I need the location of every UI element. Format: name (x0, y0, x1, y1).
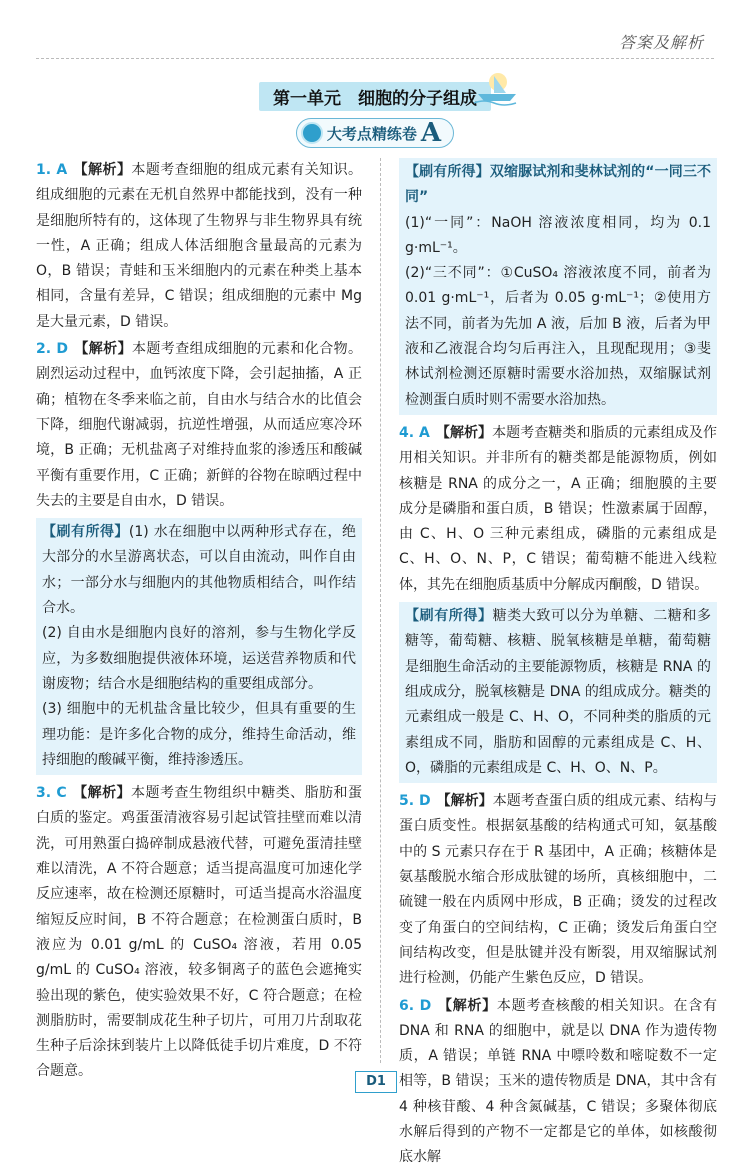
analysis-tag: 【解析】 (437, 997, 497, 1014)
subtitle-badge (296, 118, 454, 148)
target-icon (301, 122, 323, 144)
insight-tag: 【刷有所得】 (405, 164, 490, 180)
subtitle-area (0, 118, 750, 148)
insight-box-3 (399, 158, 717, 415)
analysis-tag: 【解析】 (435, 424, 493, 441)
insight-line: 糖类大致可以分为单糖、二糖和多糖等，葡萄糖、核糖、脱氧核糖是单糖，葡萄糖是细胞生命活动的主要能源物质，核糖是 RNA 的组成成分，脱氧核糖是 DNA 的组成成分。糖类的元素组成一般是 C、H、O，不同种类的脂质的元素组成不同，脂肪和固醇的元素组成是 C、H、O，磷脂的元素组成是 C、H、O、N、P。 (405, 608, 712, 776)
insight-tag: 【刷有所得】 (405, 608, 493, 625)
insight-heading: 双缩脲试剂和斐林试剂的“一同三不同” (405, 164, 712, 206)
analysis-tag: 【解析】 (73, 341, 132, 358)
answer-text: 本题考查生物组织中糖类、脂肪和蛋白质的鉴定。鸡蛋蛋清液容易引起试管挂壁而难以清洗，可用熟蛋白捣碎制成悬液代替，可避免蛋清挂壁难以清洗，A 不符合题意；适当提高温度可加速化学反应速率，故在检测还原糖时，可适当提高水浴温度缩短反应时间，B 不符合题意；在检测蛋白质时，B 液应为 0.01 g/mL 的 CuSO₄ 溶液，若用 0.05 g/mL 的 CuSO₄ 溶液，较多铜离子的蓝色会遮掩实验出现的紫色，使实验效果不好，C 符合题意；在检测脂肪时，需要制成花生种子切片，可用刀片刮取花生种子后涂抹到装片上以降低徒手切片难度，D 不符合题意。 (36, 785, 363, 1080)
boat-illustration-icon (472, 70, 522, 106)
subtitle-text: 大考点精练卷 (326, 124, 417, 143)
subtitle-letter: A (420, 118, 442, 148)
insight-tag: 【刷有所得】 (42, 524, 129, 541)
answer-item-4 (399, 421, 717, 598)
answer-number: 2. D (36, 341, 68, 358)
answer-item-3 (36, 781, 362, 1085)
insight-line: (1) 水在细胞中以两种形式存在，绝大部分的水呈游离状态，可以自由流动，叫作自由水；一部分水与细胞内的其他物质相结合，叫作结合水。 (42, 524, 357, 617)
answer-item-1 (36, 158, 362, 335)
answer-number: 5. D (399, 793, 431, 810)
insight-line: (2)“三不同”：①CuSO₄ 溶液浓度不同，前者为 0.01 g·mL⁻¹，后者为 0.05 g·mL⁻¹；②使用方法不同，前者为先加 A 液，后加 B 液，后者为甲液和乙液混合均匀后再注入，且现配现用；③斐林试剂检测还原糖时需要水浴加热，双缩脲试剂检测蛋白质时则不需要水浴加热。 (405, 265, 711, 408)
insight-box-2 (36, 518, 362, 775)
page-number: D1 (355, 1071, 397, 1093)
left-column (36, 158, 362, 1087)
answer-number: 1. A (36, 162, 68, 178)
answer-item-5 (399, 789, 717, 991)
answer-text: 本题考查细胞的组成元素有关知识。组成细胞的元素在无机自然界中都能找到，没有一种是细胞所特有的，这体现了生物界与非生物界具有统一性，A 正确；组成人体活细胞含量最高的元素为 O，B 错误；青蛙和玉米细胞内的元素在种类上基本相同，含量有差异，C 错误；组成细胞的元素中 Mg 是大量元素，D 错误。 (36, 162, 363, 330)
analysis-tag: 【解析】 (72, 785, 132, 802)
answer-text: 本题考查核酸的相关知识。在含有 DNA 和 RNA 的细胞中，就是以 DNA 作为遗传物质，A 错误；单链 RNA 中嘌呤数和嘧啶数不一定相等，B 错误；玉米的遗传物质是 DNA，其中含有 4 种核苷酸、4 种含氮碱基，C 错误；多聚体彻底水解后得到的产物不一定都是它的单体，如核酸彻底水解 (399, 997, 717, 1166)
answer-text: 本题考查组成细胞的元素和化合物。剧烈运动过程中，血钙浓度下降，会引起抽搐，A 正确；植物在冬季来临之前，自由水与结合水的比值会下降，细胞代谢减弱，抗逆性增强，从而适应寒冷环境，B 正确；无机盐离子对维持血浆的渗透压和酸碱平衡有重要作用，C 正确；新鲜的谷物在晾晒过程中失去的主要是自由水，D 错误。 (36, 341, 363, 509)
answer-number: 4. A (399, 424, 430, 441)
answer-item-2 (36, 337, 362, 514)
insight-line: (1)“一同”：NaOH 溶液浓度相同，均为 0.1 g·mL⁻¹。 (405, 214, 711, 256)
section-label: 答案及解析 (618, 33, 704, 52)
analysis-tag: 【解析】 (436, 793, 493, 810)
header-divider (36, 58, 714, 59)
answer-item-6 (399, 994, 717, 1171)
analysis-tag: 【解析】 (73, 162, 132, 178)
answer-text: 本题考查蛋白质的组成元素、结构与蛋白质变性。根据氨基酸的结构通式可知，氨基酸中的 S 元素只存在于 R 基团中，A 正确；核糖体是氨基酸脱水缩合形成肽键的场所，真核细胞中，二硫键一般在内质网中形成，B 正确；烫发的过程改变了角蛋白的空间结构，C 正确；烫发后角蛋白空间结构改变，但是肽键并没有断裂，用双缩脲试剂进行检测，仍能产生紫色反应，D 错误。 (399, 793, 717, 987)
answer-text: 本题考查糖类和脂质的元素组成及作用相关知识。并非所有的糖类都是能源物质，例如核糖是 RNA 的成分之一，A 正确；细胞膜的主要成分是磷脂和蛋白质，B 错误；性激素属于固醇，由 C、H、O 三种元素组成，磷脂的元素组成是 C、H、O、N、P，C 错误；葡萄糖不能进入线粒体，其先在细胞质基质中分解成丙酮酸，D 错误。 (399, 424, 717, 593)
insight-line: (3) 细胞中的无机盐含量比较少，但具有重要的生理功能：是许多化合物的成分，维持生命活动，维持细胞的酸碱平衡，维持渗透压。 (42, 701, 356, 768)
column-divider (380, 158, 381, 1063)
unit-title-area (0, 82, 750, 111)
right-column (399, 158, 717, 1173)
answer-number: 3. C (36, 785, 67, 802)
insight-line: (2) 自由水是细胞内良好的溶剂，参与生物化学反应，为多数细胞提供液体环境，运送营养物质和代谢废物；结合水是细胞结构的重要组成部分。 (42, 625, 356, 692)
answer-number: 6. D (399, 997, 432, 1014)
unit-title: 第一单元 细胞的分子组成 (259, 82, 491, 111)
insight-box-4 (399, 602, 717, 783)
